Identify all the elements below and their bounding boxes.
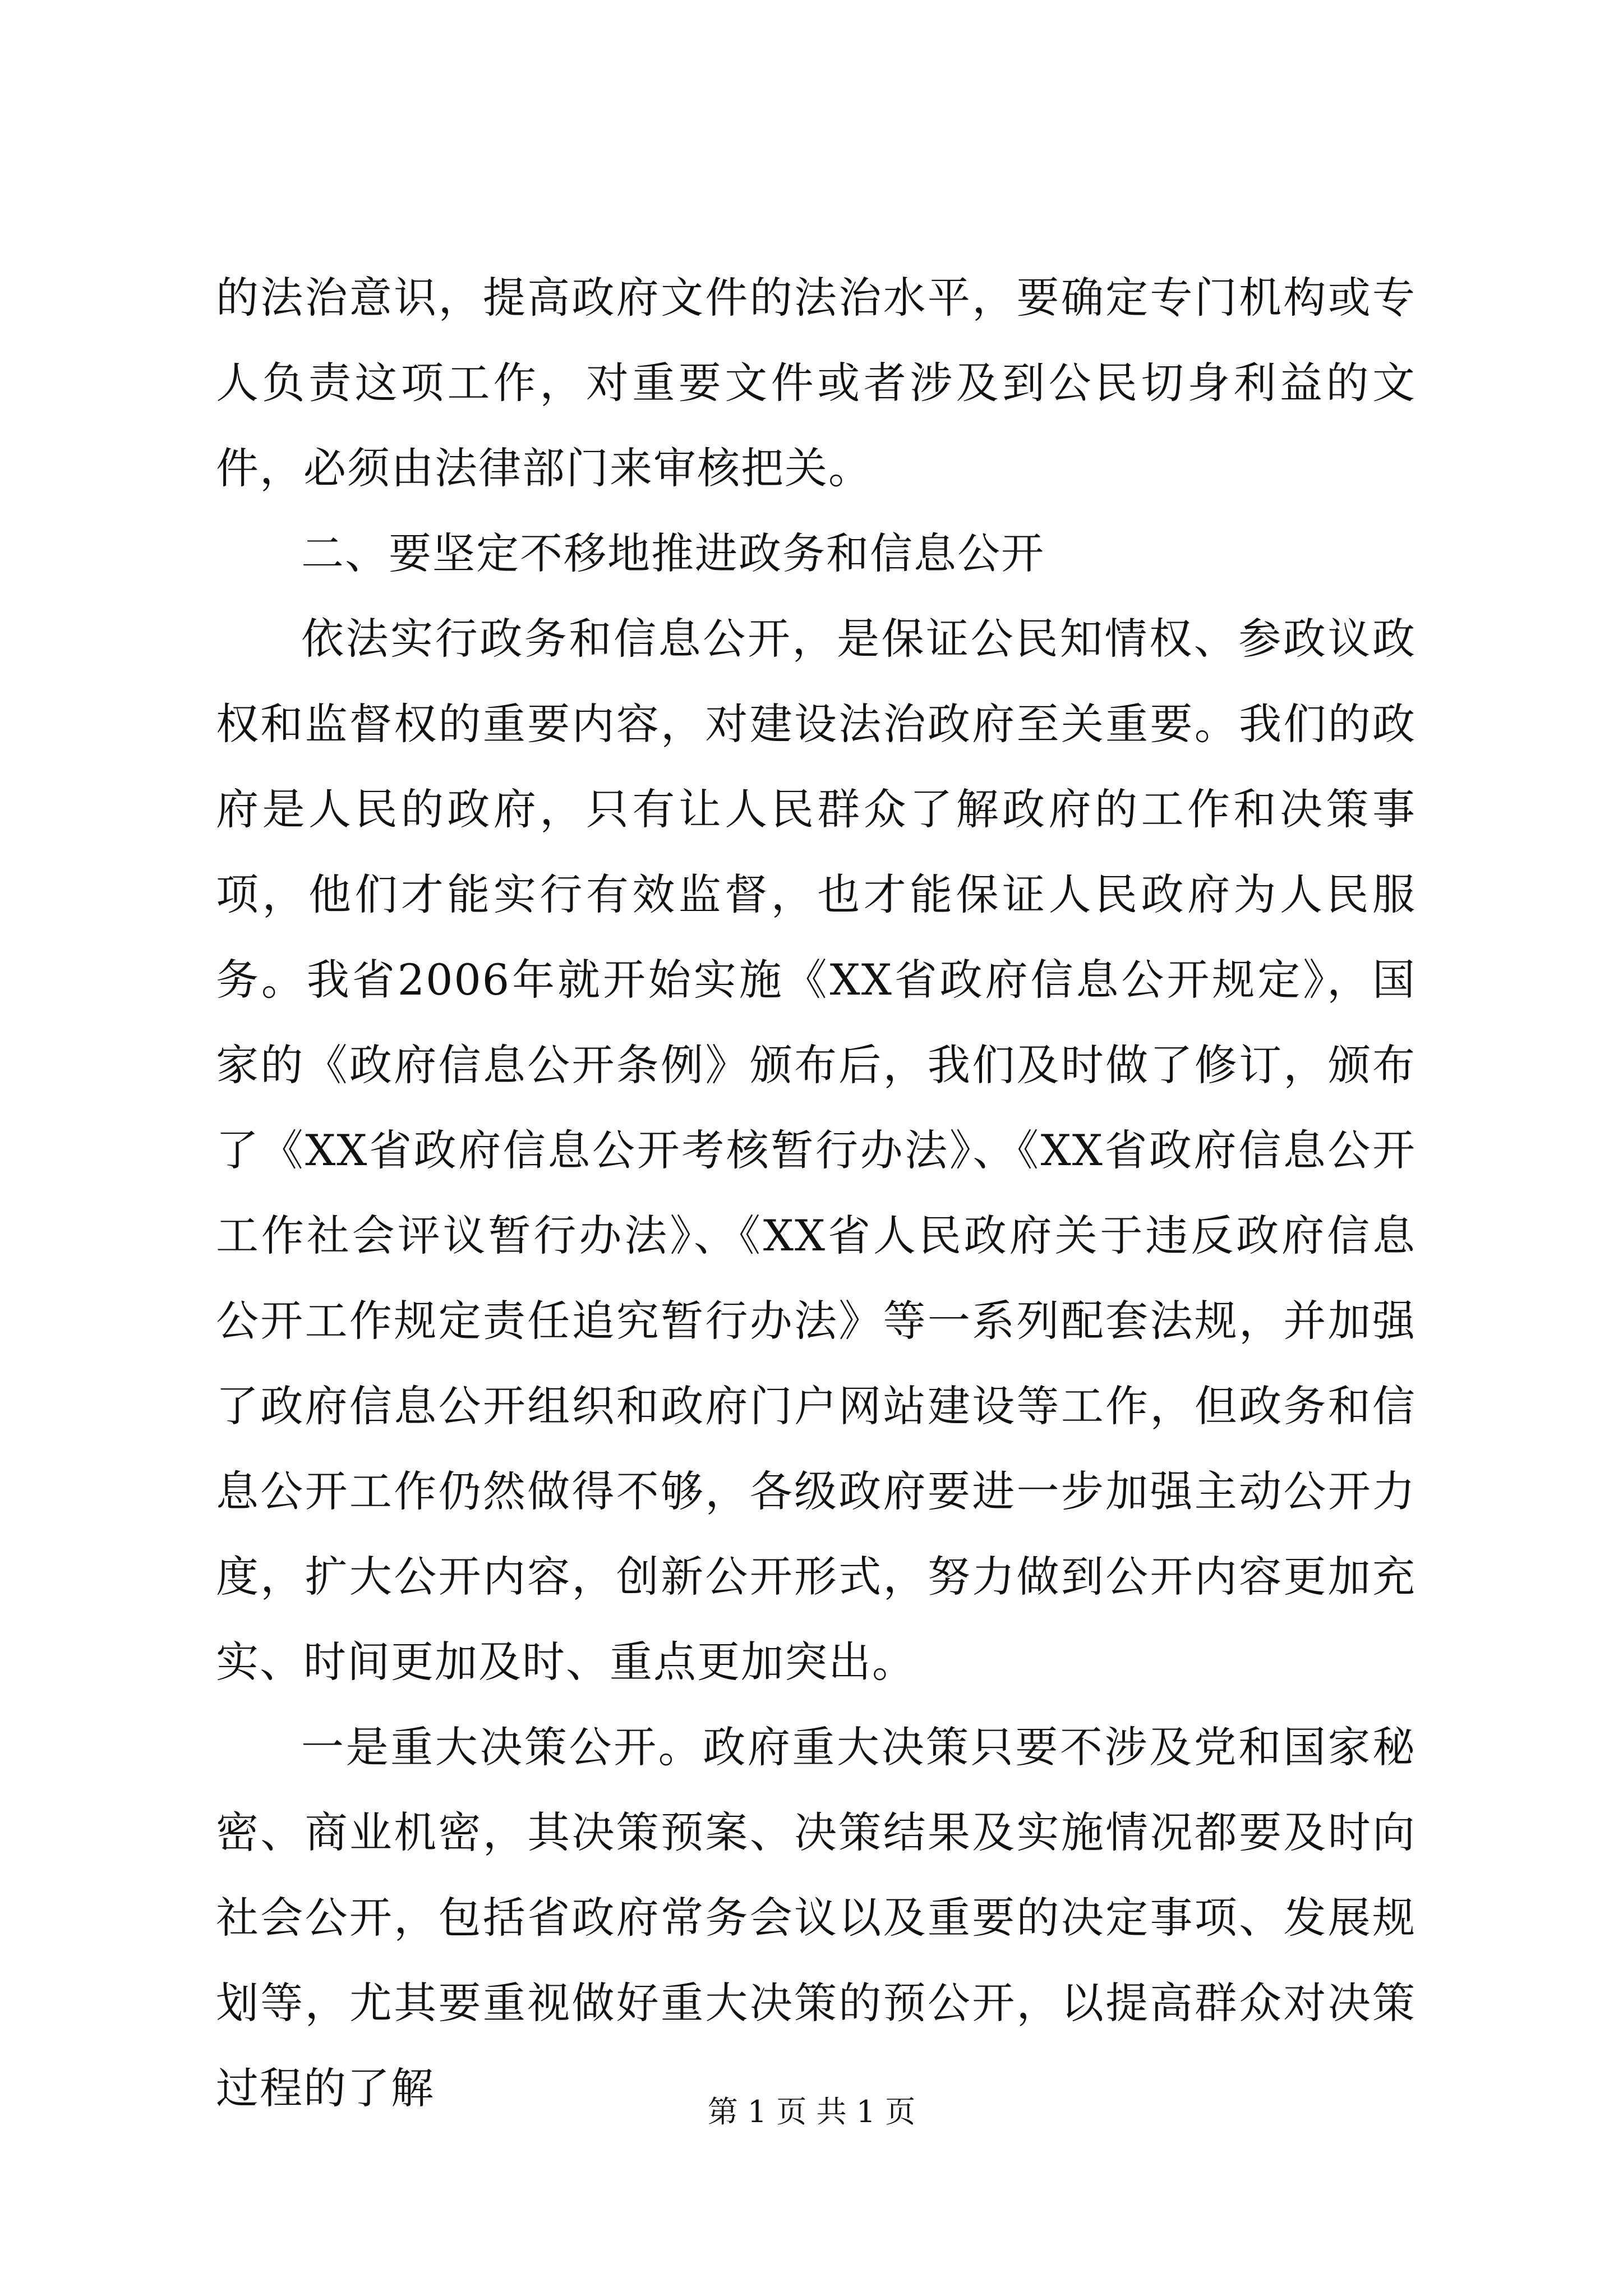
- paragraph-info-disclosure: 依法实行政务和信息公开，是保证公民知情权、参政议政权和监督权的重要内容，对建设法治政府至关重要。我们的政府是人民的政府，只有让人民群众了解政府的工作和决策事项，他们才能实行有效监督，也才能保证人民政府为人民服务。我省2006年就开始实施《XX省政府信息公开规定》，国家的《政府信息公开条例》颁布后，我们及时做了修订，颁布了《XX省政府信息公开考核暂行办法》、《XX省政府信息公开工作社会评议暂行办法》、《XX省人民政府关于违反政府信息公开工作规定责任追究暂行办法》等一系列配套法规，并加强了政府信息公开组织和政府门户网站建设等工作，但政务和信息公开工作仍然做得不够，各级政府要进一步加强主动公开力度，扩大公开内容，创新公开形式，努力做到公开内容更加充实、时间更加及时、重点更加突出。: [216, 614, 1416, 1687]
- page-footer: 第 1 页 共 1 页: [707, 2094, 916, 2129]
- section-heading: 二、要坚定不移地推进政务和信息公开: [301, 528, 1045, 578]
- document-body: [216, 255, 1416, 2131]
- paragraph-major-decision: 一是重大决策公开。政府重大决策只要不涉及党和国家秘密、商业机密，其决策预案、决策结果及实施情况都要及时向社会公开，包括省政府常务会议以及重要的决定事项、发展规划等，尤其要重视做好重大决策的预公开，以提高群众对决策过程的了解: [216, 1722, 1416, 2113]
- paragraph-continuation: 的法治意识，提高政府文件的法治水平，要确定专门机构或专人负责这项工作，对重要文件或者涉及到公民切身利益的文件，必须由法律部门来审核把关。: [216, 273, 1416, 493]
